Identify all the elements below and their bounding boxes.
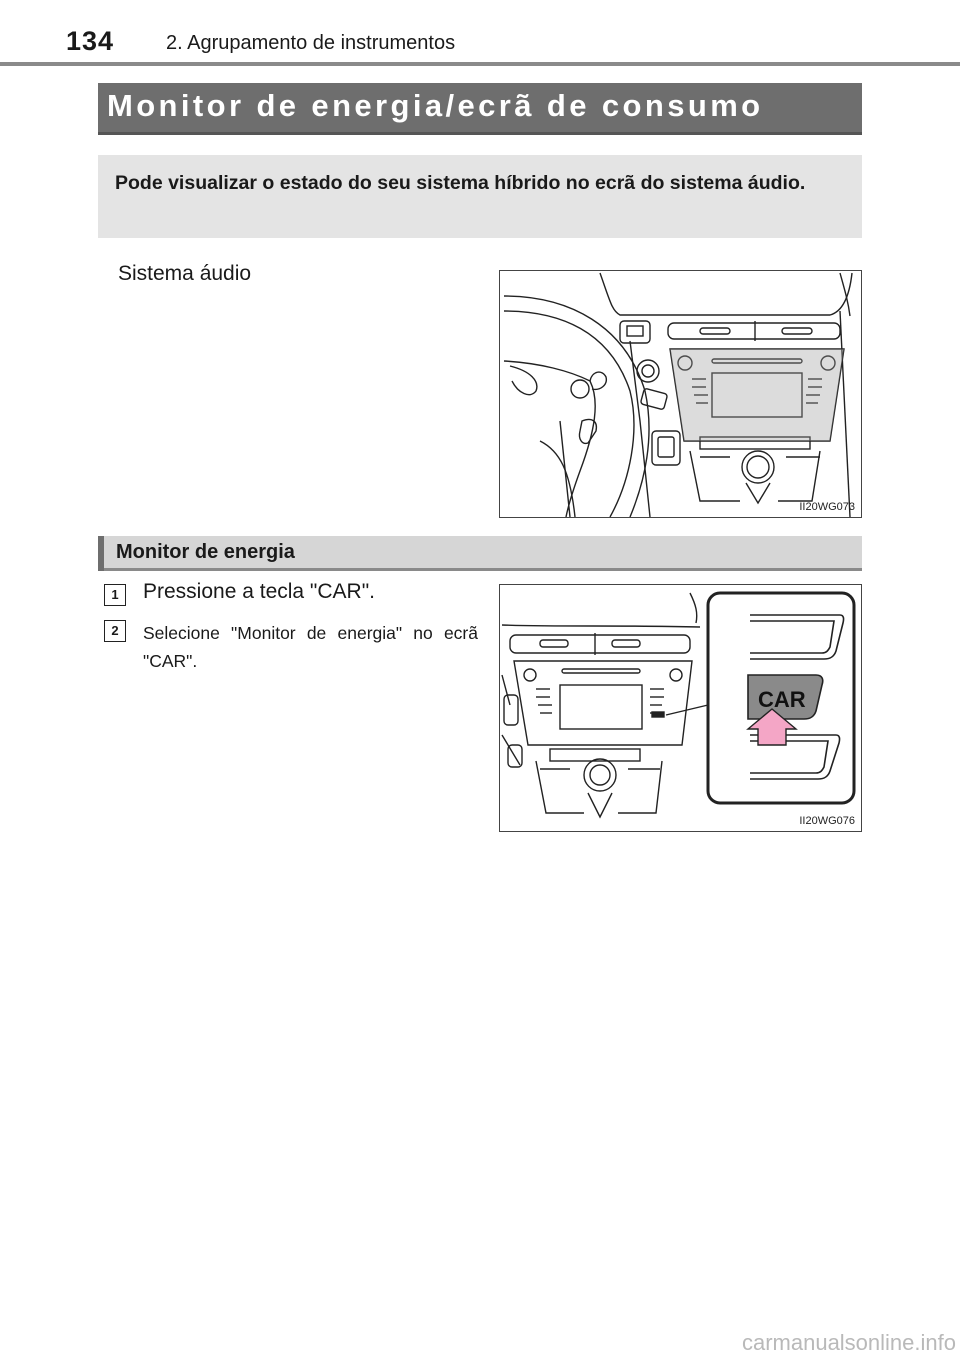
page-number: 134 xyxy=(66,26,115,56)
running-header: 2. Agrupamento de instrumentos xyxy=(166,32,456,54)
step-number-2: 2 xyxy=(104,620,126,642)
audio-system-figure xyxy=(499,270,862,518)
car-key-label: CAR xyxy=(758,687,806,712)
intro-box xyxy=(98,155,862,238)
intro-text: Pode visualizar o estado do seu sistema híbrido no ecrã do sistema áudio. xyxy=(115,172,806,194)
step-text-2: Selecione "Monitor de energia" no ecrã "CAR". xyxy=(143,623,478,671)
step-text-1: Pressione a tecla "CAR". xyxy=(143,580,376,603)
car-key-figure xyxy=(499,584,862,832)
step-number-1: 1 xyxy=(104,584,126,606)
subsection-accent xyxy=(98,536,104,571)
subsection-title: Monitor de energia xyxy=(116,541,295,563)
figure-code-car: II20WG076 xyxy=(799,815,855,827)
header-rule xyxy=(0,62,960,66)
dashboard-illustration xyxy=(500,271,861,517)
figure-code-audio: II20WG073 xyxy=(799,501,855,513)
section-title: Monitor de energia/ecrã de consumo xyxy=(107,88,764,123)
car-key-illustration xyxy=(500,585,861,831)
audio-system-label: Sistema áudio xyxy=(118,262,252,285)
watermark: carmanualsonline.info xyxy=(741,1330,956,1355)
